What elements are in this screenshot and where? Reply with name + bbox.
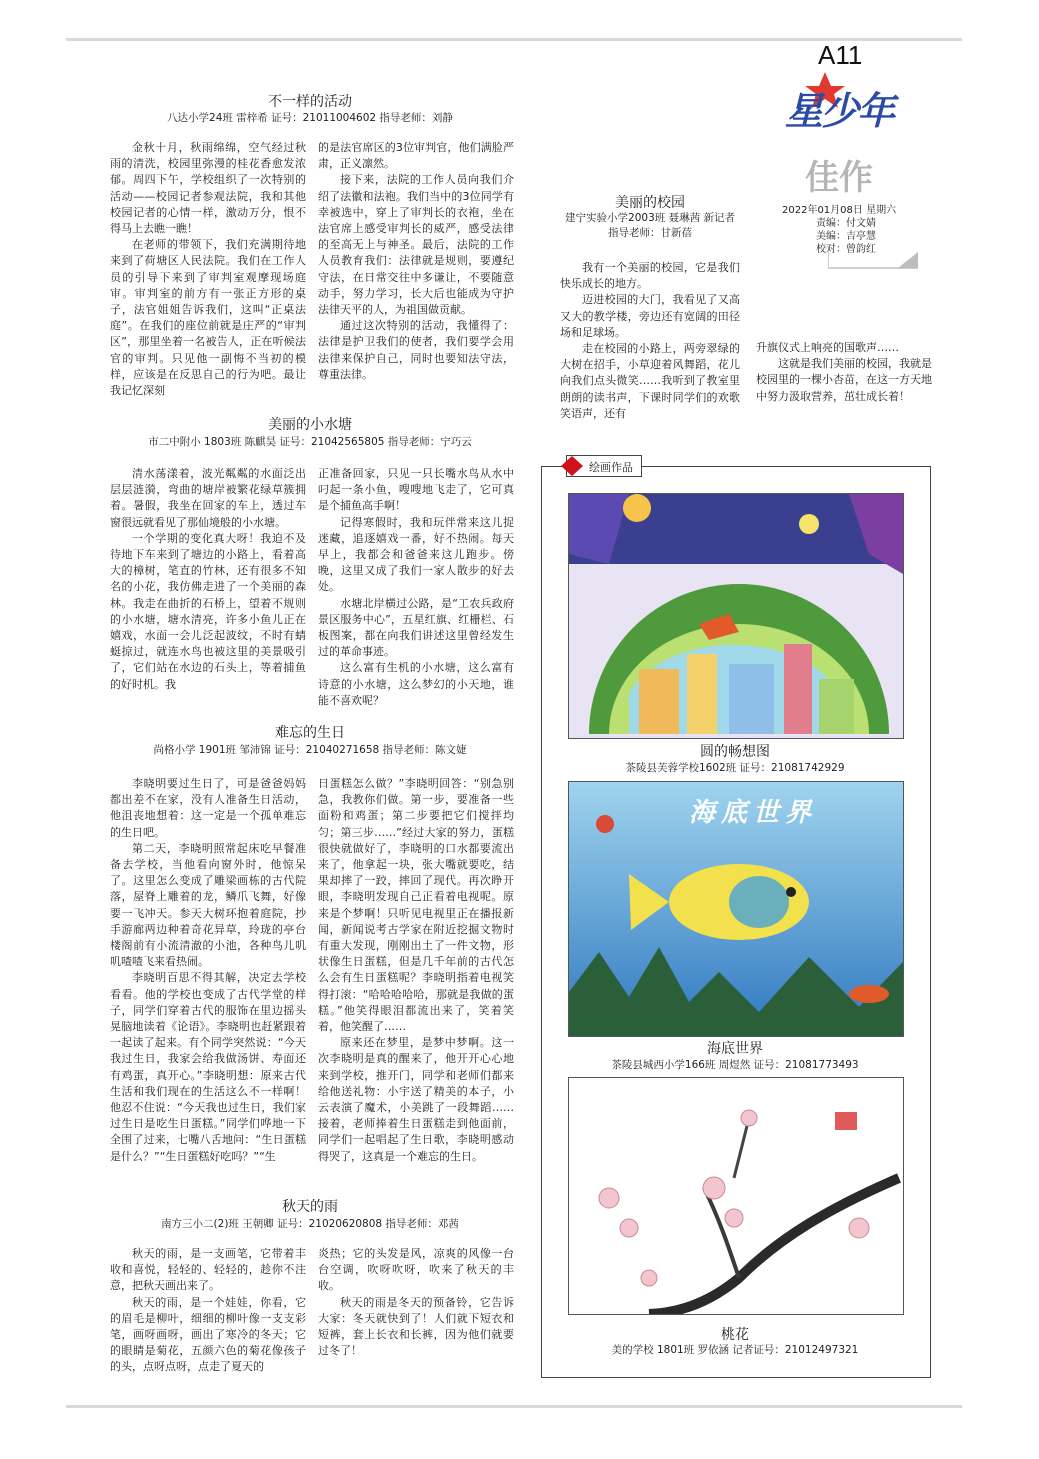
paragraph: 迈进校园的大门，我看见了又高又大的教学楼，旁边还有宽阔的田径场和足球场。 <box>560 293 740 339</box>
paragraph: 我有一个美丽的校园，它是我们快乐成长的地方。 <box>560 261 740 291</box>
gallery-label: 绘画作品 <box>589 461 633 474</box>
paragraph: 升旗仪式上响亮的国歌声…… <box>756 341 899 354</box>
designer-credit: 美编：吉亭慧 <box>816 231 876 242</box>
painting-peach-blossom <box>568 1077 904 1315</box>
paragraph: 原来还在梦里，是梦中梦啊。这一次李晓明是真的醒来了，他开开心心地来到学校，推开门，同学和老师们都来给他送礼物：小宇送了精美的本子，小云表演了魔术，小美跳了一段舞蹈……接着，老师捧着生日蛋糕走到他面前，同学们一起唱起了生日歌，李晓明感动得哭了，这真是一个难忘的生日。 <box>318 1036 514 1163</box>
paragraph: 正准备回家，只见一只长嘴水鸟从水中叼起一条小鱼，嗖嗖地飞走了，它可真是个捕鱼高手啊！ <box>318 467 514 513</box>
painting-credit: 美的学校 1801班 罗依涵 记者证号：21012497321 <box>611 1344 859 1356</box>
paragraph: 这么富有生机的小水塘，这么富有诗意的小水塘，这么梦幻的小天地，谁能不喜欢呢？ <box>318 661 514 707</box>
proofreader-credit: 校对：曾韵红 <box>816 244 876 255</box>
paragraph: 炎热；它的头发是风，凉爽的风像一台台空调，吹呀吹呀，吹来了秋天的丰收。 <box>318 1247 514 1293</box>
article-title: 不一样的活动 <box>268 94 352 110</box>
article-column <box>318 140 514 383</box>
editor-credit: 责编：付文婧 <box>816 218 876 229</box>
article-byline: 市二中附小 1803班 陈麒昊 证号：21042565805 指导老师：宁巧云 <box>148 436 472 448</box>
painting-circle-fantasy-image-icon <box>569 494 903 738</box>
paragraph: 李晓明百思不得其解，决定去学校看看。他的学校也变成了古代学堂的样子，同学们穿着古代的服饰在里边摇头晃脑地读着《论语》。李晓明也赶紧跟着一起读了起来。有个同学突然说：“今天我过生日，我家会给我做汤饼、寿面还有鸡蛋，真开心。”李晓明想：原来古代生活和我们现在的生活这么不一样啊！他忍不住说：“今天我也过生日，我们家过生日是吃生日蛋糕。”同学们哗地一下全围了过来，七嘴八舌地问：“生日蛋糕是什么？”“生日蛋糕好吃吗？”“生 <box>110 971 306 1163</box>
section-title: 佳作 <box>805 158 873 198</box>
painting-undersea <box>568 781 904 1037</box>
paragraph: 走在校园的小路上，两旁翠绿的大树在招手，小草迎着风舞蹈，花儿向我们点头微笑……我听到了教室里朗朗的读书声，下课时同学们的欢歌笑语声，还有 <box>560 342 740 420</box>
paragraph: 这就是我们美丽的校园，我就是校园里的一棵小杏苗，在这一方天地中努力汲取营养，茁壮成长着！ <box>756 357 932 403</box>
paragraph: 的是法官席区的3位审判官，他们满脸严肃，正义凛然。 <box>318 141 514 171</box>
paragraph: 接下来，法院的工作人员向我们介绍了法徽和法袍。我们当中的3位同学有幸被选中，穿上了审判长的衣袍，坐在法官席上感受审判长的威严，感受法律的至高无上与神圣。最后，法院的工作人员教育我们：法律就是规则，要遵纪守法，在日常交往中多谦让，不要随意动手，努力学习，长大后也能成为守护法律天平的人，为祖国做贡献。 <box>318 173 514 317</box>
article-column <box>560 260 740 422</box>
paragraph: 一个学期的变化真大呀！我迫不及待地下车来到了塘边的小路上，看着高大的樟树，笔直的竹林，还有很多不知名的小花，我仿佛走进了一个美丽的森林。我走在曲折的石桥上，望着不规则的小水塘，塘水清亮，许多小鱼儿正在嬉戏，水面一会儿泛起波纹，不时有蜻蜓掠过，就连水鸟也被这里的美景吸引了，它们站在水边的石头上，等着捕鱼的好时机。我 <box>110 531 306 691</box>
article-title: 秋天的雨 <box>282 1199 338 1215</box>
brand-name: 星少年 <box>785 89 894 133</box>
paragraph: 李晓明要过生日了，可是爸爸妈妈都出差不在家，没有人准备生日活动，他沮丧地想着：这一定是一个孤单难忘的生日吧。 <box>110 777 306 839</box>
article-column <box>318 466 514 709</box>
masthead-corner-ribbon-icon <box>828 250 918 274</box>
red-diamond-icon <box>559 454 585 478</box>
paragraph: 金秋十月，秋雨绵绵，空气经过秋雨的清洗，校园里弥漫的桂花香愈发浓郁。周四下午，学校组织了一次特别的活动——校园记者参观法院，我和其他校园记者的心情一样，激动万分，恨不得马上去瞧一瞧！ <box>110 141 306 236</box>
painting-credit: 茶陵县芙蓉学校1602班 证号：21081742929 <box>625 762 845 774</box>
article-column <box>756 340 932 405</box>
painting-peach-blossom-image-icon <box>569 1078 903 1314</box>
paragraph: 第二天，李晓明照常起床吃早餐准备去学校，当他看向窗外时，他惊呆了。这里怎么变成了雕梁画栋的古代院落，屋脊上雕着的龙，鳞爪飞舞，好像要一飞冲天。参天大树环抱着庭院，抄手游廊两边种着奇花异草，玲珑的亭台楼阁前有小流清澈的小池，各种鸟儿叽叽喳喳飞来看热闹。 <box>110 841 306 969</box>
article-column <box>110 466 306 693</box>
painting-title: 圆的畅想图 <box>700 744 770 760</box>
masthead-meta <box>782 204 912 256</box>
article-byline: 尚格小学 1901班 邹沛锦 证号：21040271658 指导老师：陈文婕 <box>153 744 467 756</box>
article-column <box>110 776 306 1165</box>
painting-credit: 茶陵县城西小学166班 周煜然 证号：21081773493 <box>611 1059 859 1071</box>
article-column <box>110 140 306 399</box>
paragraph: 在老师的带领下，我们充满期待地来到了荷塘区人民法院。我们在工作人员的引导下来到了审判室观摩现场庭审。审判室的前方有一张正方形的桌子，法官姐姐告诉我们，这叫“正桌法庭”。在我们的座位前就是庄严的“审判区”，那里坐着一名被告人，正在听候法官的审判。只见他一副悔不当初的模样，应该是在反思自己的行为吧。最让我记忆深刻 <box>110 238 306 398</box>
article-column <box>318 1246 514 1359</box>
painting-title: 海底世界 <box>707 1041 763 1057</box>
article-title: 美丽的校园 <box>615 195 685 211</box>
painting-undersea-text: 海底世界 <box>689 798 818 828</box>
paragraph: 秋天的雨，是一支画笔，它带着丰收和喜悦，轻轻的、轻轻的，趁你不注意，把秋天画出来了。 <box>110 1247 306 1293</box>
article-byline: 建宁实验小学2003班 聂琳茜 新记者 <box>565 212 735 224</box>
article-column <box>110 1246 306 1376</box>
masthead-logo <box>775 72 915 202</box>
gallery-label-tab <box>566 455 642 477</box>
painting-title: 桃花 <box>721 1327 749 1343</box>
article-byline: 南方三小二(2)班 王朝卿 证号：21020620808 指导老师：邓茜 <box>161 1218 459 1230</box>
paragraph: 日蛋糕怎么做？”李晓明回答：“别急别急，我教你们做。第一步，要准备一些面粉和鸡蛋；第二步要把它们搅拌均匀；第三步……”经过大家的努力，蛋糕很快就做好了，李晓明的口水都要流出来了，他拿起一块，张大嘴就要吃，结果却摔了一跤，摔回了现代。再次睁开眼，李晓明发现自己正看着电视呢。原来是个梦啊！只听见电视里正在播报新闻，新闻说考古学家在附近挖掘文物时有重大发现，刚刚出土了一件文物，形状像生日蛋糕，但是几千年前的古代怎么会有生日蛋糕呢？李晓明指着电视笑得打滚：“哈哈哈哈哈，那就是我做的蛋糕。”他笑得眼泪都流出来了，笑着笑着，他笑醒了…… <box>318 777 514 1034</box>
painting-circle-fantasy <box>568 493 904 739</box>
paragraph: 秋天的雨是冬天的预备铃，它告诉大家：冬天就快到了！人们就下短衣和短裤，套上长衣和长裤，因为他们就要过冬了！ <box>318 1295 514 1358</box>
article-title: 难忘的生日 <box>275 725 345 741</box>
paragraph: 记得寒假时，我和玩伴常来这儿捉迷藏，追逐嬉戏一番，好不热闹。每天早上，我都会和爸爸来这儿跑步。傍晚，这里又成了我们一家人散步的好去处。 <box>318 515 514 594</box>
article-byline: 八达小学24班 雷梓希 证号：21011004602 指导老师：刘静 <box>167 112 453 124</box>
article-byline-teacher: 指导老师：甘新蓓 <box>608 227 692 239</box>
article-title: 美丽的小水塘 <box>268 417 352 433</box>
page-number: A11 <box>818 40 863 70</box>
article-column <box>318 776 514 1165</box>
bottom-rule <box>66 1405 962 1408</box>
paragraph: 水塘北岸横过公路，是“工农兵政府景区服务中心”，五星红旗、红栅栏、石板图案，都在向我们讲述这里曾经发生过的革命事迹。 <box>318 596 514 659</box>
issue-date: 2022年01月08日 星期六 <box>782 205 897 216</box>
paragraph: 通过这次特别的活动，我懂得了：法律是护卫我们的使者，我们要学会用法律来保护自己，同时也要知法守法，尊重法律。 <box>318 319 514 381</box>
paragraph: 清水荡漾着，波光粼粼的水面泛出层层涟漪，弯曲的塘岸被繁花绿草簇拥着。暑假，我坐在回家的车上，透过车窗很远就看见了那仙境般的小水塘。 <box>110 467 306 529</box>
paragraph: 秋天的雨，是一个娃娃，你看，它的眉毛是柳叶，细细的柳叶像一支支彩笔，画呀画呀，画出了寒冷的冬天；它的眼睛是菊花，五颜六色的菊花像孩子的头，点呀点呀，点走了夏天的 <box>110 1295 306 1374</box>
